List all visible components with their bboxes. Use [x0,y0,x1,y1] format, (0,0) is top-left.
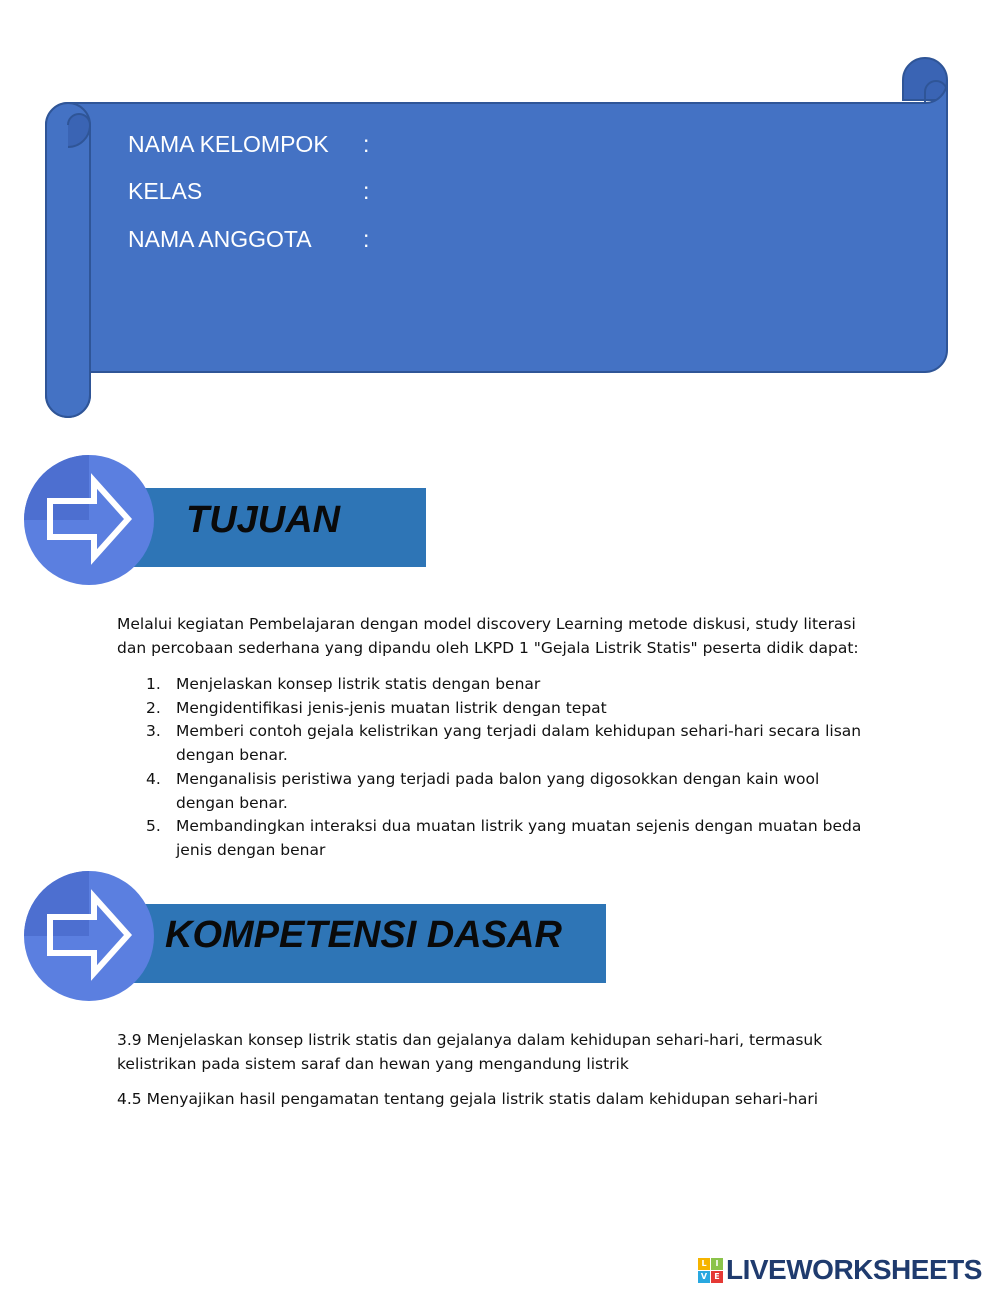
list-item [118,719,878,767]
kompetensi-title: KOMPETENSI DASAR [165,914,562,956]
class-colon: : [363,178,370,204]
kd-item-3-9: 3.9 Menjelaskan konsep listrik statis dan gejalanya dalam kehidupan sehari-hari, termasuk kelistrikan pada sistem saraf dan hewan yang mengandung listrik [117,1031,823,1073]
list-item-number: 3. [146,722,161,740]
kd-item-4-5: 4.5 Menyajikan hasil pengamatan tentang gejala listrik statis dalam kehidupan sehari-hari [117,1090,819,1108]
logo-mark-letter: E [711,1271,723,1283]
right-arrow-icon [22,869,156,1003]
logo-mark-letter: V [698,1271,710,1283]
logo-mark-letter: L [698,1258,710,1270]
right-arrow-icon [22,453,156,587]
header-scroll-banner [0,0,1000,430]
list-item [118,696,878,720]
list-item-text: Menganalisis peristiwa yang terjadi pada balon yang digosokkan dengan kain wool dengan benar. [176,769,820,812]
list-item [118,672,878,696]
list-item-number: 4. [146,769,161,788]
group-name-colon: : [363,131,370,157]
list-item [118,814,878,862]
members-label: NAMA ANGGOTA [128,226,312,252]
tujuan-list [118,672,878,862]
members-colon: : [363,226,370,252]
tujuan-title: TUJUAN [186,499,341,541]
logo-mark-letter: I [711,1258,723,1270]
list-item-text: Mengidentifikasi jenis-jenis muatan listrik dengan tepat [176,698,607,717]
list-item-number: 2. [146,698,161,717]
list-item-text: Membandingkan interaksi dua muatan listrik yang muatan sejenis dengan muatan beda jenis dengan benar [176,817,862,859]
liveworksheets-logo [698,1254,982,1286]
logo-mark-icon [698,1258,723,1283]
list-item-number: 1. [146,675,161,693]
list-item-text: Menjelaskan konsep listrik statis dengan benar [176,675,541,693]
list-item [118,767,878,815]
group-name-label: NAMA KELOMPOK [128,131,329,157]
tujuan-intro: Melalui kegiatan Pembelajaran dengan model discovery Learning metode diskusi, study literasi dan percobaan sederhana yang dipandu oleh LKPD 1 "Gejala Listrik Statis" peserta didik dapat: [117,615,859,657]
list-item-number: 5. [146,817,161,835]
logo-text: LIVEWORKSHEETS [726,1254,982,1285]
class-label: KELAS [128,178,203,204]
list-item-text: Memberi contoh gejala kelistrikan yang terjadi dalam kehidupan sehari-hari secara lisan dengan benar. [176,722,862,764]
